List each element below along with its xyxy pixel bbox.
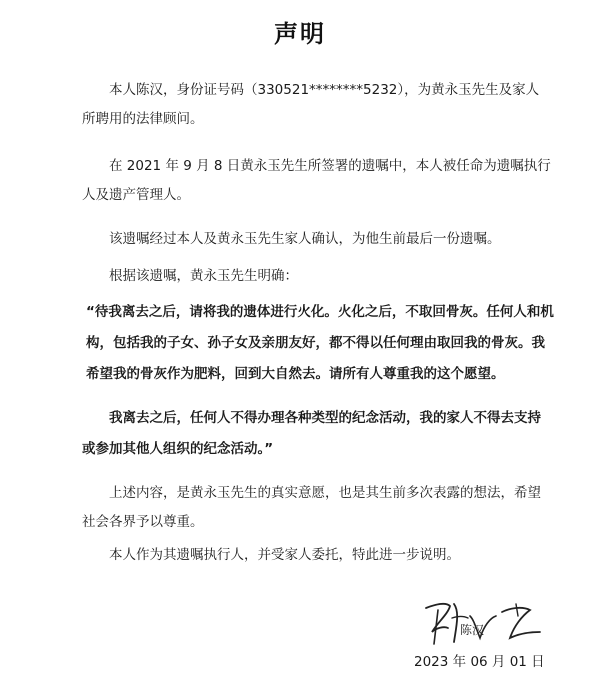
quote-cremation: “待我离去之后，请将我的遗体进行火化。火化之后，不取回骨灰。任何人和机构，包括我的子女、孙子女及亲朋友好，都不得以任何理由取回我的骨灰。我希望我的骨灰作为肥料，回到大自然去。请所有人尊重我的这个愿望。: [86, 304, 554, 382]
document-date: 2023 年 06 月 01 日: [414, 654, 545, 670]
paragraph-statement: 本人作为其遗嘱执行人，并受家人委托，特此进一步说明。: [109, 547, 460, 563]
signature-name-text: 陈汉: [460, 623, 485, 637]
paragraph-identity: 本人陈汉，身份证号码（330521********5232），为黄永玉先生及家人所聘用的法律顾问。: [82, 82, 540, 127]
handwritten-signature: [418, 598, 548, 648]
paragraph-confirmation: 该遗嘱经过本人及黄永玉先生家人确认，为他生前最后一份遗嘱。: [109, 231, 501, 247]
quote-memorial: 我离去之后，任何人不得办理各种类型的纪念活动，我的家人不得去支持或参加其他人组织的纪念活动。”: [82, 410, 541, 457]
paragraph-wishes: 上述内容，是黄永玉先生的真实意愿，也是其生前多次表露的想法，希望社会各界予以尊重。: [82, 485, 541, 530]
document-title: 声明: [274, 20, 326, 48]
paragraph-intro: 根据该遗嘱，黄永玉先生明确：: [109, 268, 298, 284]
paragraph-appointment: 在 2021 年 9 月 8 日黄永玉先生所签署的遗嘱中，本人被任命为遗嘱执行人及遗产管理人。: [82, 158, 551, 203]
